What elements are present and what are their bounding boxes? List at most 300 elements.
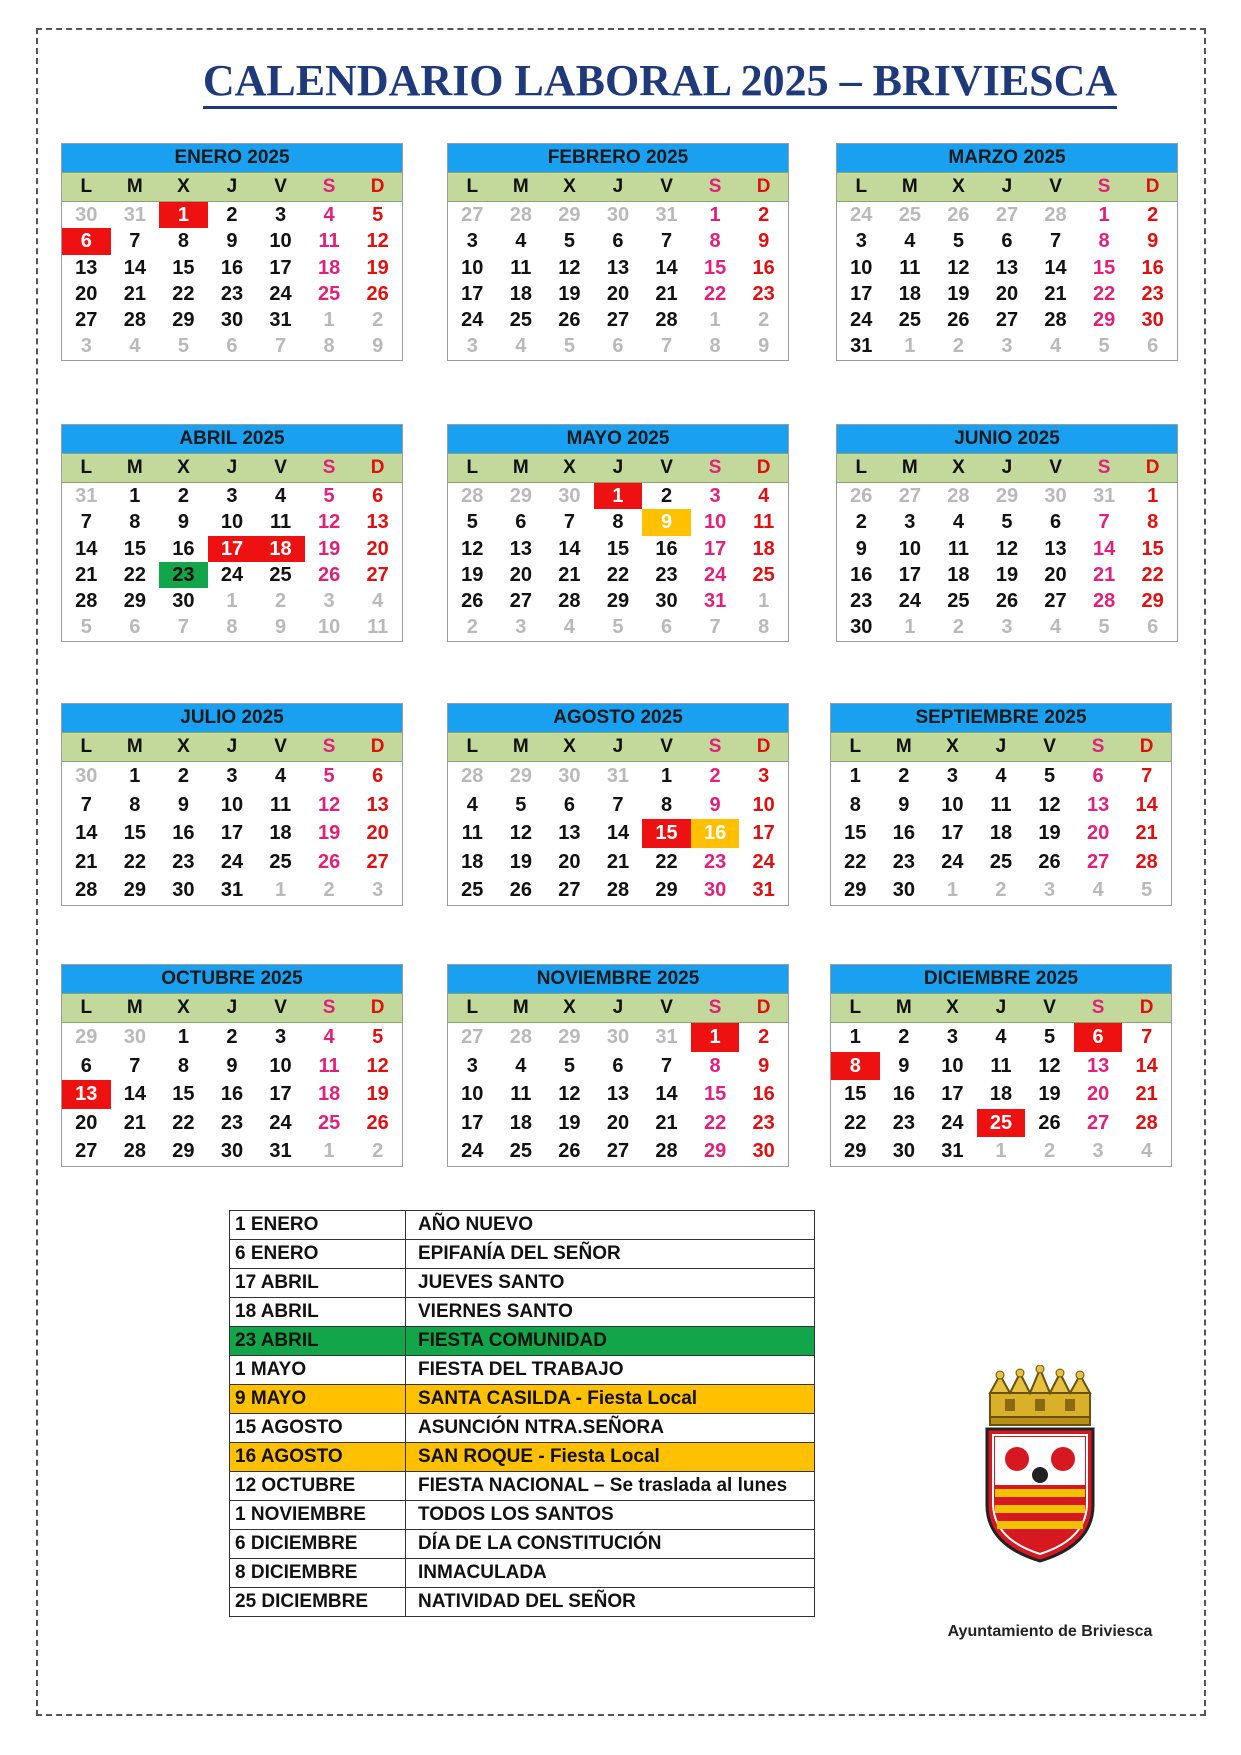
day-cell: 8	[1098, 230, 1110, 253]
day-cell: 30	[220, 309, 244, 332]
day-cell: 12	[366, 230, 389, 253]
holiday-name: AÑO NUEVO	[406, 1211, 815, 1240]
day-cell: 3	[274, 1026, 287, 1048]
day-cell: 21	[1135, 1083, 1158, 1105]
day-cell: 30	[892, 879, 915, 901]
day-cell: 1	[995, 1140, 1007, 1162]
day-cell: 27	[558, 879, 581, 901]
week-row	[62, 876, 402, 905]
day-cell: 4	[1049, 335, 1062, 358]
month-title: NOVIEMBRE 2025	[448, 965, 788, 993]
weekday-header: X	[177, 176, 190, 197]
day-cell: 5	[1043, 765, 1056, 787]
month-title: AGOSTO 2025	[448, 704, 788, 732]
day-cell: 27	[366, 563, 389, 586]
day-cell: 5	[612, 616, 624, 639]
day-cell: 10	[703, 511, 727, 534]
day-cell: 22	[606, 563, 630, 586]
day-cell: 23	[892, 1111, 915, 1134]
day-cell: 19	[366, 256, 389, 279]
day-cell: 21	[606, 850, 630, 873]
day-cell: 24	[269, 282, 292, 305]
weekday-header: J	[612, 457, 624, 478]
weekday-header: M	[126, 457, 143, 478]
week-row	[837, 588, 1177, 614]
day-cell: 27	[898, 485, 921, 507]
weekday-header: S	[1091, 736, 1105, 757]
weekday-header: S	[708, 176, 722, 197]
day-cell: 10	[941, 1054, 964, 1077]
week-row	[62, 307, 402, 333]
day-cell: 5	[1098, 616, 1110, 639]
day-cell: 20	[509, 563, 532, 586]
day-cell: 26	[947, 204, 970, 226]
weekday-header-row	[837, 172, 1177, 202]
week-row	[62, 1052, 402, 1081]
weekday-header: X	[563, 176, 576, 197]
day-cell: 19	[558, 282, 581, 305]
day-cell: 5	[1141, 879, 1153, 901]
day-cell: 3	[80, 335, 92, 358]
day-cell: 4	[274, 765, 287, 787]
day-cell: 2	[952, 616, 964, 639]
day-cell: 9	[226, 1054, 238, 1077]
day-cell: 14	[75, 537, 98, 560]
day-cell: 9	[758, 1054, 770, 1077]
day-cell: 30	[558, 485, 581, 507]
day-cell: 19	[995, 563, 1019, 586]
day-cell: 19	[947, 282, 970, 305]
day-cell: 13	[1086, 793, 1110, 816]
day-cell: 17	[461, 282, 484, 305]
day-cell: 16	[892, 1083, 915, 1105]
day-cell: 3	[946, 1026, 958, 1048]
day-cell: 24	[461, 309, 484, 332]
day-cell: 12	[366, 1054, 389, 1077]
shield-icon	[987, 1429, 1093, 1561]
month-title: FEBRERO 2025	[448, 144, 788, 172]
weekday-header: S	[322, 176, 336, 197]
day-cell: 26	[317, 563, 341, 586]
weekday-header: M	[512, 997, 529, 1018]
day-cell: 15	[172, 1083, 195, 1105]
day-cell: 1	[904, 335, 916, 358]
holiday-date: 1 MAYO	[230, 1356, 406, 1385]
day-cell: 26	[558, 1140, 581, 1162]
day-cell: 27	[461, 204, 484, 226]
holiday-table	[229, 1210, 815, 1617]
day-cell: 20	[558, 850, 581, 873]
day-cell: 12	[317, 793, 341, 816]
week-row	[62, 536, 402, 562]
weekday-header: D	[1139, 736, 1154, 757]
day-cell: 28	[1092, 590, 1116, 613]
weekday-header-row	[62, 732, 402, 762]
week-row	[831, 762, 1171, 791]
weekday-header: V	[274, 457, 287, 478]
day-cell: 25	[269, 563, 292, 586]
day-cell: 27	[461, 1026, 484, 1048]
day-cell: 4	[1049, 616, 1062, 639]
day-cell: 3	[1092, 1140, 1104, 1162]
day-cell: 19	[366, 1083, 389, 1105]
day-cell: 30	[1141, 309, 1164, 332]
day-cell: 6	[372, 485, 384, 507]
week-row	[831, 819, 1171, 848]
holiday-row	[230, 1414, 815, 1443]
month-title: ENERO 2025	[62, 144, 402, 172]
day-cell: 4	[1092, 879, 1104, 901]
day-cell: 26	[558, 309, 581, 332]
day-cell: 26	[366, 282, 389, 305]
weekday-header: S	[708, 736, 722, 757]
holiday-row	[230, 1588, 815, 1617]
day-cell: 14	[655, 256, 678, 279]
day-cell: 3	[1001, 616, 1013, 639]
week-row	[837, 333, 1177, 359]
day-cell: 9	[855, 537, 867, 560]
day-cell: 6	[612, 230, 624, 253]
weekday-header: X	[177, 997, 190, 1018]
day-cell: 16	[172, 822, 195, 844]
day-cell: 15	[1141, 537, 1164, 560]
day-cell: 2	[855, 511, 867, 534]
holiday-day-cell: 1	[159, 202, 208, 228]
day-cell: 18	[898, 282, 921, 305]
day-cell: 2	[177, 765, 189, 787]
day-cell: 28	[461, 765, 484, 787]
day-cell: 16	[220, 1083, 244, 1105]
day-cell: 31	[752, 879, 775, 901]
day-cell: 10	[941, 793, 964, 816]
day-cell: 20	[1086, 1083, 1110, 1105]
weekday-header: J	[995, 736, 1007, 757]
day-cell: 5	[372, 1026, 384, 1048]
day-cell: 5	[80, 616, 92, 639]
day-cell: 13	[1044, 537, 1067, 560]
day-cell: 22	[703, 1111, 727, 1134]
weekday-header: X	[563, 457, 576, 478]
week-row	[62, 1080, 402, 1109]
week-row	[62, 483, 402, 509]
day-cell: 21	[655, 1111, 678, 1134]
day-cell: 9	[709, 793, 721, 816]
day-cell: 10	[220, 793, 244, 816]
day-cell: 23	[752, 1111, 775, 1134]
week-row	[837, 562, 1177, 588]
day-cell: 7	[1141, 765, 1153, 787]
day-cell: 31	[606, 765, 630, 787]
day-cell: 24	[850, 204, 873, 226]
weekday-header: L	[466, 457, 479, 478]
holiday-row	[230, 1443, 815, 1472]
holiday-row	[230, 1385, 815, 1414]
week-row	[448, 1023, 788, 1052]
day-cell: 5	[563, 1054, 575, 1077]
day-cell: 28	[655, 1140, 678, 1162]
day-cell: 19	[317, 537, 341, 560]
day-cell: 22	[703, 282, 727, 305]
weekday-header-row	[837, 453, 1177, 483]
day-cell: 31	[220, 879, 244, 901]
holiday-row	[230, 1327, 815, 1356]
day-cell: 23	[1141, 282, 1164, 305]
weekday-header: D	[1145, 457, 1160, 478]
day-cell: 29	[606, 590, 630, 613]
day-cell: 17	[898, 563, 921, 586]
day-cell: 30	[850, 616, 873, 639]
day-cell: 4	[515, 230, 527, 253]
weekday-header: L	[855, 176, 868, 197]
weekday-header: V	[1049, 457, 1062, 478]
week-row	[62, 614, 402, 640]
weekday-header: M	[512, 176, 529, 197]
day-cell: 11	[269, 511, 292, 534]
day-cell: 7	[612, 793, 624, 816]
day-cell: 1	[946, 879, 958, 901]
day-cell: 16	[892, 822, 915, 844]
day-cell: 14	[558, 537, 581, 560]
day-cell: 2	[709, 765, 721, 787]
holiday-name: TODOS LOS SANTOS	[406, 1501, 815, 1530]
day-cell: 24	[220, 563, 244, 586]
day-cell: 14	[123, 1083, 146, 1105]
day-cell: 12	[558, 1083, 581, 1105]
day-cell: 4	[995, 1026, 1007, 1048]
weekday-header: V	[660, 997, 673, 1018]
day-cell: 9	[274, 616, 287, 639]
day-cell: 29	[509, 485, 532, 507]
week-row	[837, 281, 1177, 307]
day-cell: 15	[844, 1083, 867, 1105]
day-cell: 21	[123, 1111, 146, 1134]
week-row	[831, 1052, 1171, 1081]
day-cell: 2	[952, 335, 964, 358]
weekday-header: M	[901, 176, 918, 197]
day-cell: 5	[1043, 1026, 1056, 1048]
weekday-header: J	[226, 736, 238, 757]
day-cell: 30	[172, 590, 195, 613]
weekday-header: V	[660, 736, 673, 757]
day-cell: 30	[172, 879, 195, 901]
day-cell: 4	[758, 485, 770, 507]
day-cell: 18	[989, 822, 1013, 844]
day-cell: 24	[941, 1111, 964, 1134]
week-row	[62, 848, 402, 877]
weekday-header: S	[1091, 997, 1105, 1018]
week-row	[448, 255, 788, 281]
holiday-date: 6 ENERO	[230, 1240, 406, 1269]
day-cell: 6	[1001, 230, 1013, 253]
weekday-header: J	[1001, 457, 1013, 478]
day-cell: 9	[177, 793, 189, 816]
weekday-header: M	[512, 736, 529, 757]
day-cell: 5	[563, 335, 575, 358]
day-cell: 22	[655, 850, 678, 873]
day-cell: 23	[172, 850, 195, 873]
day-cell: 6	[1147, 616, 1159, 639]
day-cell: 20	[75, 1111, 98, 1134]
crown-icon	[990, 1365, 1090, 1425]
day-cell: 20	[366, 537, 389, 560]
holiday-date: 1 NOVIEMBRE	[230, 1501, 406, 1530]
holiday-day-cell: 17	[208, 536, 257, 562]
week-row	[448, 536, 788, 562]
day-cell: 7	[709, 616, 721, 639]
day-cell: 31	[941, 1140, 964, 1162]
day-cell: 6	[129, 616, 141, 639]
day-cell: 12	[1038, 1054, 1061, 1077]
weekday-header: L	[80, 176, 93, 197]
weekday-header-row	[448, 172, 788, 202]
day-cell: 18	[317, 1083, 341, 1105]
day-cell: 4	[323, 1026, 335, 1048]
day-cell: 3	[226, 765, 238, 787]
day-cell: 8	[323, 335, 335, 358]
day-cell: 28	[123, 309, 146, 332]
day-cell: 26	[509, 879, 532, 901]
day-cell: 6	[1049, 511, 1062, 534]
week-row	[837, 483, 1177, 509]
day-cell: 2	[274, 590, 287, 613]
day-cell: 18	[989, 1083, 1013, 1105]
day-cell: 14	[1135, 793, 1158, 816]
month-title: MAYO 2025	[448, 425, 788, 453]
day-cell: 5	[323, 485, 335, 507]
holiday-name: EPIFANÍA DEL SEÑOR	[406, 1240, 815, 1269]
day-cell: 24	[850, 309, 873, 332]
week-row	[448, 562, 788, 588]
day-cell: 19	[317, 822, 341, 844]
weekday-header: X	[952, 457, 965, 478]
month-calendar	[447, 143, 789, 361]
day-cell: 8	[709, 335, 721, 358]
day-cell: 15	[703, 256, 727, 279]
holiday-date: 15 AGOSTO	[230, 1414, 406, 1443]
day-cell: 18	[947, 563, 970, 586]
day-cell: 26	[947, 309, 970, 332]
week-row	[837, 202, 1177, 228]
day-cell: 28	[558, 590, 581, 613]
day-cell: 21	[75, 563, 98, 586]
weekday-header: M	[901, 457, 918, 478]
month-calendar	[61, 964, 403, 1167]
day-cell: 12	[509, 822, 532, 844]
day-cell: 24	[898, 590, 921, 613]
day-cell: 8	[226, 616, 238, 639]
weekday-header: D	[1139, 997, 1154, 1018]
day-cell: 29	[844, 879, 867, 901]
day-cell: 26	[995, 590, 1019, 613]
holiday-row	[230, 1240, 815, 1269]
day-cell: 12	[1038, 793, 1061, 816]
day-cell: 10	[461, 256, 484, 279]
day-cell: 1	[709, 204, 721, 226]
day-cell: 8	[849, 793, 861, 816]
day-cell: 26	[317, 850, 341, 873]
day-cell: 18	[461, 850, 484, 873]
weekday-header: X	[563, 997, 576, 1018]
weekday-header: D	[756, 736, 771, 757]
day-cell: 20	[366, 822, 389, 844]
day-cell: 29	[123, 879, 146, 901]
day-cell: 5	[372, 204, 384, 226]
holiday-name: INMACULADA	[406, 1559, 815, 1588]
day-cell: 15	[606, 537, 630, 560]
day-cell: 22	[172, 1111, 195, 1134]
day-cell: 4	[1141, 1140, 1153, 1162]
day-cell: 7	[129, 1054, 141, 1077]
week-row	[831, 848, 1171, 877]
weekday-header: D	[756, 457, 771, 478]
day-cell: 25	[317, 1111, 341, 1134]
day-cell: 14	[606, 822, 630, 844]
day-cell: 6	[563, 793, 575, 816]
week-row	[448, 1109, 788, 1138]
weekday-header: V	[660, 457, 673, 478]
day-cell: 25	[947, 590, 970, 613]
day-cell: 14	[655, 1083, 678, 1105]
day-cell: 10	[220, 511, 244, 534]
day-cell: 27	[606, 309, 630, 332]
day-cell: 7	[1098, 511, 1110, 534]
day-cell: 22	[123, 850, 146, 873]
holiday-name: JUEVES SANTO	[406, 1269, 815, 1298]
holiday-row	[230, 1530, 815, 1559]
day-cell: 9	[898, 793, 910, 816]
weekday-header: M	[512, 457, 529, 478]
holiday-day-cell: 6	[62, 228, 111, 254]
day-cell: 30	[606, 204, 630, 226]
weekday-header: X	[563, 736, 576, 757]
weekday-header: M	[126, 176, 143, 197]
day-cell: 9	[226, 230, 238, 253]
week-row	[448, 333, 788, 359]
day-cell: 13	[366, 793, 389, 816]
day-cell: 27	[995, 204, 1019, 226]
day-cell: 2	[758, 309, 770, 332]
day-cell: 26	[461, 590, 484, 613]
day-cell: 20	[995, 282, 1019, 305]
month-calendar	[61, 143, 403, 361]
holiday-name: SANTA CASILDA - Fiesta Local	[406, 1385, 815, 1414]
day-cell: 8	[129, 511, 141, 534]
day-cell: 28	[509, 1026, 532, 1048]
day-cell: 21	[123, 282, 146, 305]
day-cell: 3	[1043, 879, 1056, 901]
weekday-header: L	[466, 736, 479, 757]
day-cell: 16	[172, 537, 195, 560]
day-cell: 7	[660, 1054, 673, 1077]
weekday-header: J	[995, 997, 1007, 1018]
holiday-name: DÍA DE LA CONSTITUCIÓN	[406, 1530, 815, 1559]
holiday-day-cell: 16	[691, 819, 740, 848]
day-cell: 17	[941, 822, 964, 844]
day-cell: 5	[515, 793, 527, 816]
page-title	[0, 54, 1241, 108]
day-cell: 4	[274, 485, 287, 507]
day-cell: 2	[372, 1140, 384, 1162]
day-cell: 18	[269, 822, 292, 844]
holiday-row	[230, 1269, 815, 1298]
holiday-date: 25 DICIEMBRE	[230, 1588, 406, 1617]
weekday-header: V	[274, 176, 287, 197]
day-cell: 28	[606, 879, 630, 901]
day-cell: 10	[317, 616, 341, 639]
day-cell: 18	[317, 256, 341, 279]
month-title: MARZO 2025	[837, 144, 1177, 172]
day-cell: 30	[75, 765, 98, 787]
